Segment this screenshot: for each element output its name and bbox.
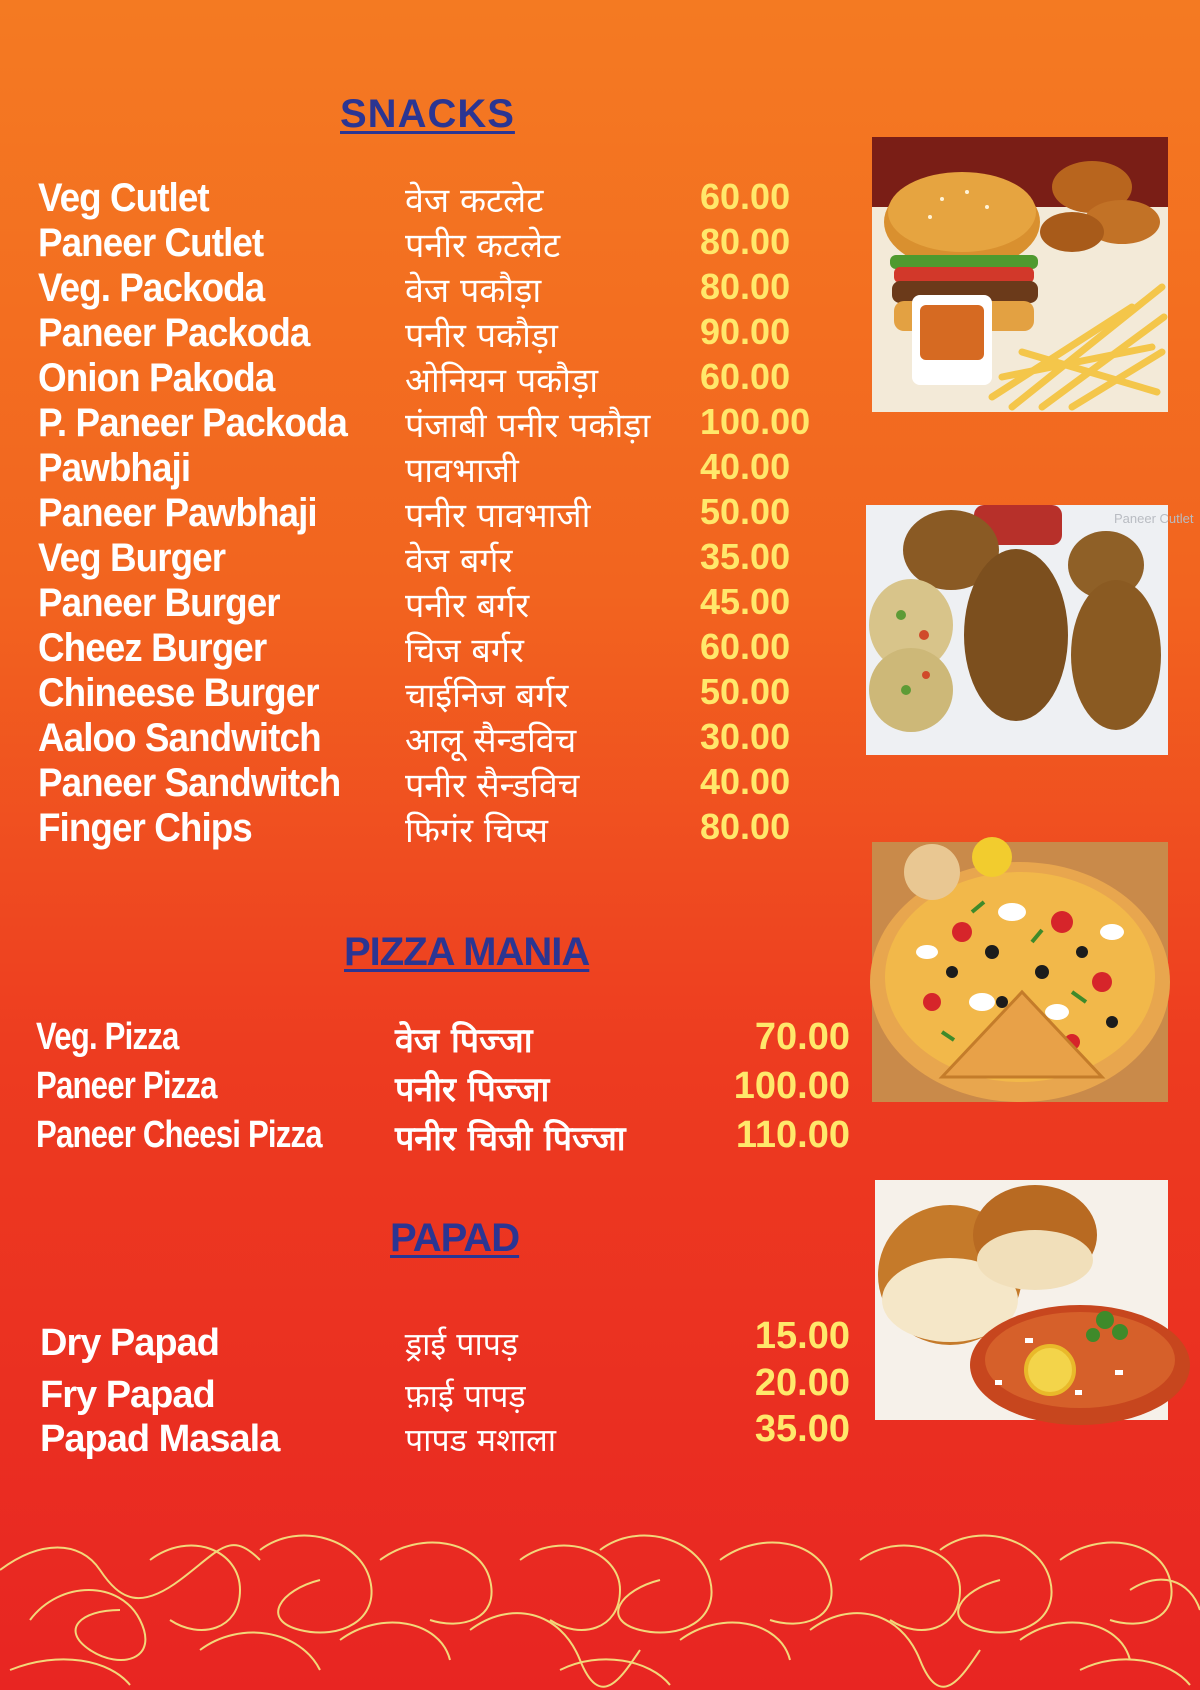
- item-name-en: Fry Papad: [40, 1374, 215, 1416]
- item-name-hi: ड्राई पापड़: [405, 1325, 519, 1363]
- item-name-en: Paneer Pawbhaji: [38, 491, 317, 535]
- item-name-en: Onion Pakoda: [38, 356, 275, 400]
- item-price: 100.00: [700, 401, 811, 442]
- item-price: 80.00: [700, 266, 791, 307]
- item-name-hi: ओनियन पकौड़ा: [405, 361, 599, 401]
- item-name-en: Paneer Sandwitch: [38, 761, 341, 805]
- item-name-hi: फिगंर चिप्स: [405, 811, 548, 851]
- item-name-en: Paneer Cheesi Pizza: [36, 1114, 322, 1156]
- item-name-en: Veg. Pizza: [36, 1016, 179, 1058]
- item-name-hi: वेज बर्गर: [405, 541, 513, 581]
- cutlet-watermark: Paneer Cutlet: [1114, 511, 1194, 526]
- item-price: 60.00: [700, 176, 791, 217]
- item-name-hi: पंजाबी पनीर पकौड़ा: [405, 406, 651, 446]
- decorative-ornament: [0, 1520, 1200, 1690]
- item-name-hi: पनीर सैन्डविच: [405, 766, 580, 806]
- item-price: 40.00: [700, 446, 791, 487]
- item-name-hi: चिज बर्गर: [405, 631, 524, 671]
- item-name-hi: पनीर पकौड़ा: [405, 316, 558, 356]
- item-name-en: P. Paneer Packoda: [38, 401, 347, 445]
- item-name-hi: वेज पिज्जा: [395, 1021, 533, 1061]
- item-price: 60.00: [700, 356, 791, 397]
- item-name-en: Dry Papad: [40, 1322, 219, 1364]
- item-name-hi: फ़ाई पापड़: [405, 1377, 526, 1415]
- item-price: 100.00: [733, 1065, 850, 1107]
- item-name-en: Paneer Cutlet: [38, 221, 264, 265]
- item-price: 40.00: [700, 761, 791, 802]
- item-name-en: Aaloo Sandwitch: [38, 716, 321, 760]
- item-name-hi: वेज पकौड़ा: [405, 271, 542, 311]
- item-name-hi: पनीर बर्गर: [405, 586, 530, 626]
- item-price: 35.00: [700, 536, 791, 577]
- snacks-heading: SNACKS: [340, 92, 515, 136]
- item-price: 15.00: [754, 1315, 850, 1357]
- item-name-hi: आलू सैन्डविच: [405, 721, 577, 761]
- item-name-en: Paneer Burger: [38, 581, 280, 625]
- item-price: 45.00: [700, 581, 791, 622]
- menu-item-row: [0, 1114, 1200, 1160]
- pizza-photo: [872, 842, 1168, 1102]
- item-price: 50.00: [700, 491, 791, 532]
- item-name-hi: चाईनिज बर्गर: [405, 676, 569, 716]
- burger-fries-photo: [872, 137, 1168, 412]
- item-name-hi: पनीर पिज्जा: [395, 1070, 550, 1110]
- item-name-en: Veg Cutlet: [38, 176, 209, 220]
- menu-item-row: [0, 446, 1200, 492]
- item-price: 35.00: [754, 1408, 850, 1450]
- item-name-en: Paneer Packoda: [38, 311, 310, 355]
- item-name-hi: पनीर कटलेट: [405, 226, 561, 266]
- menu-item-row: [0, 1408, 1200, 1464]
- item-price: 20.00: [754, 1362, 850, 1404]
- item-price: 90.00: [700, 311, 791, 352]
- item-price: 80.00: [700, 806, 791, 847]
- item-name-en: Veg. Packoda: [38, 266, 265, 310]
- paneer-cutlet-photo: [866, 505, 1194, 755]
- item-name-hi: पनीर पावभाजी: [405, 496, 591, 536]
- item-name-hi: पापड मशाला: [405, 1421, 557, 1459]
- item-name-en: Pawbhaji: [38, 446, 191, 490]
- item-name-hi: पावभाजी: [405, 451, 519, 491]
- item-price: 50.00: [700, 671, 791, 712]
- item-name-hi: पनीर चिजी पिज्जा: [395, 1119, 626, 1159]
- pavbhaji-photo: [875, 1180, 1168, 1420]
- item-name-en: Cheez Burger: [38, 626, 267, 670]
- item-price: 110.00: [735, 1114, 850, 1156]
- item-name-en: Veg Burger: [38, 536, 226, 580]
- pizza-heading: PIZZA MANIA: [344, 930, 590, 974]
- papad-heading: PAPAD: [390, 1216, 520, 1260]
- item-name-en: Chineese Burger: [38, 671, 319, 715]
- item-name-en: Papad Masala: [40, 1418, 280, 1460]
- item-price: 70.00: [754, 1016, 850, 1058]
- item-price: 30.00: [700, 716, 791, 757]
- item-name-en: Finger Chips: [38, 806, 252, 850]
- item-price: 60.00: [700, 626, 791, 667]
- item-name-hi: वेज कटलेट: [405, 181, 544, 221]
- item-price: 80.00: [700, 221, 791, 262]
- item-name-en: Paneer Pizza: [36, 1065, 217, 1107]
- menu-item-row: [0, 761, 1200, 807]
